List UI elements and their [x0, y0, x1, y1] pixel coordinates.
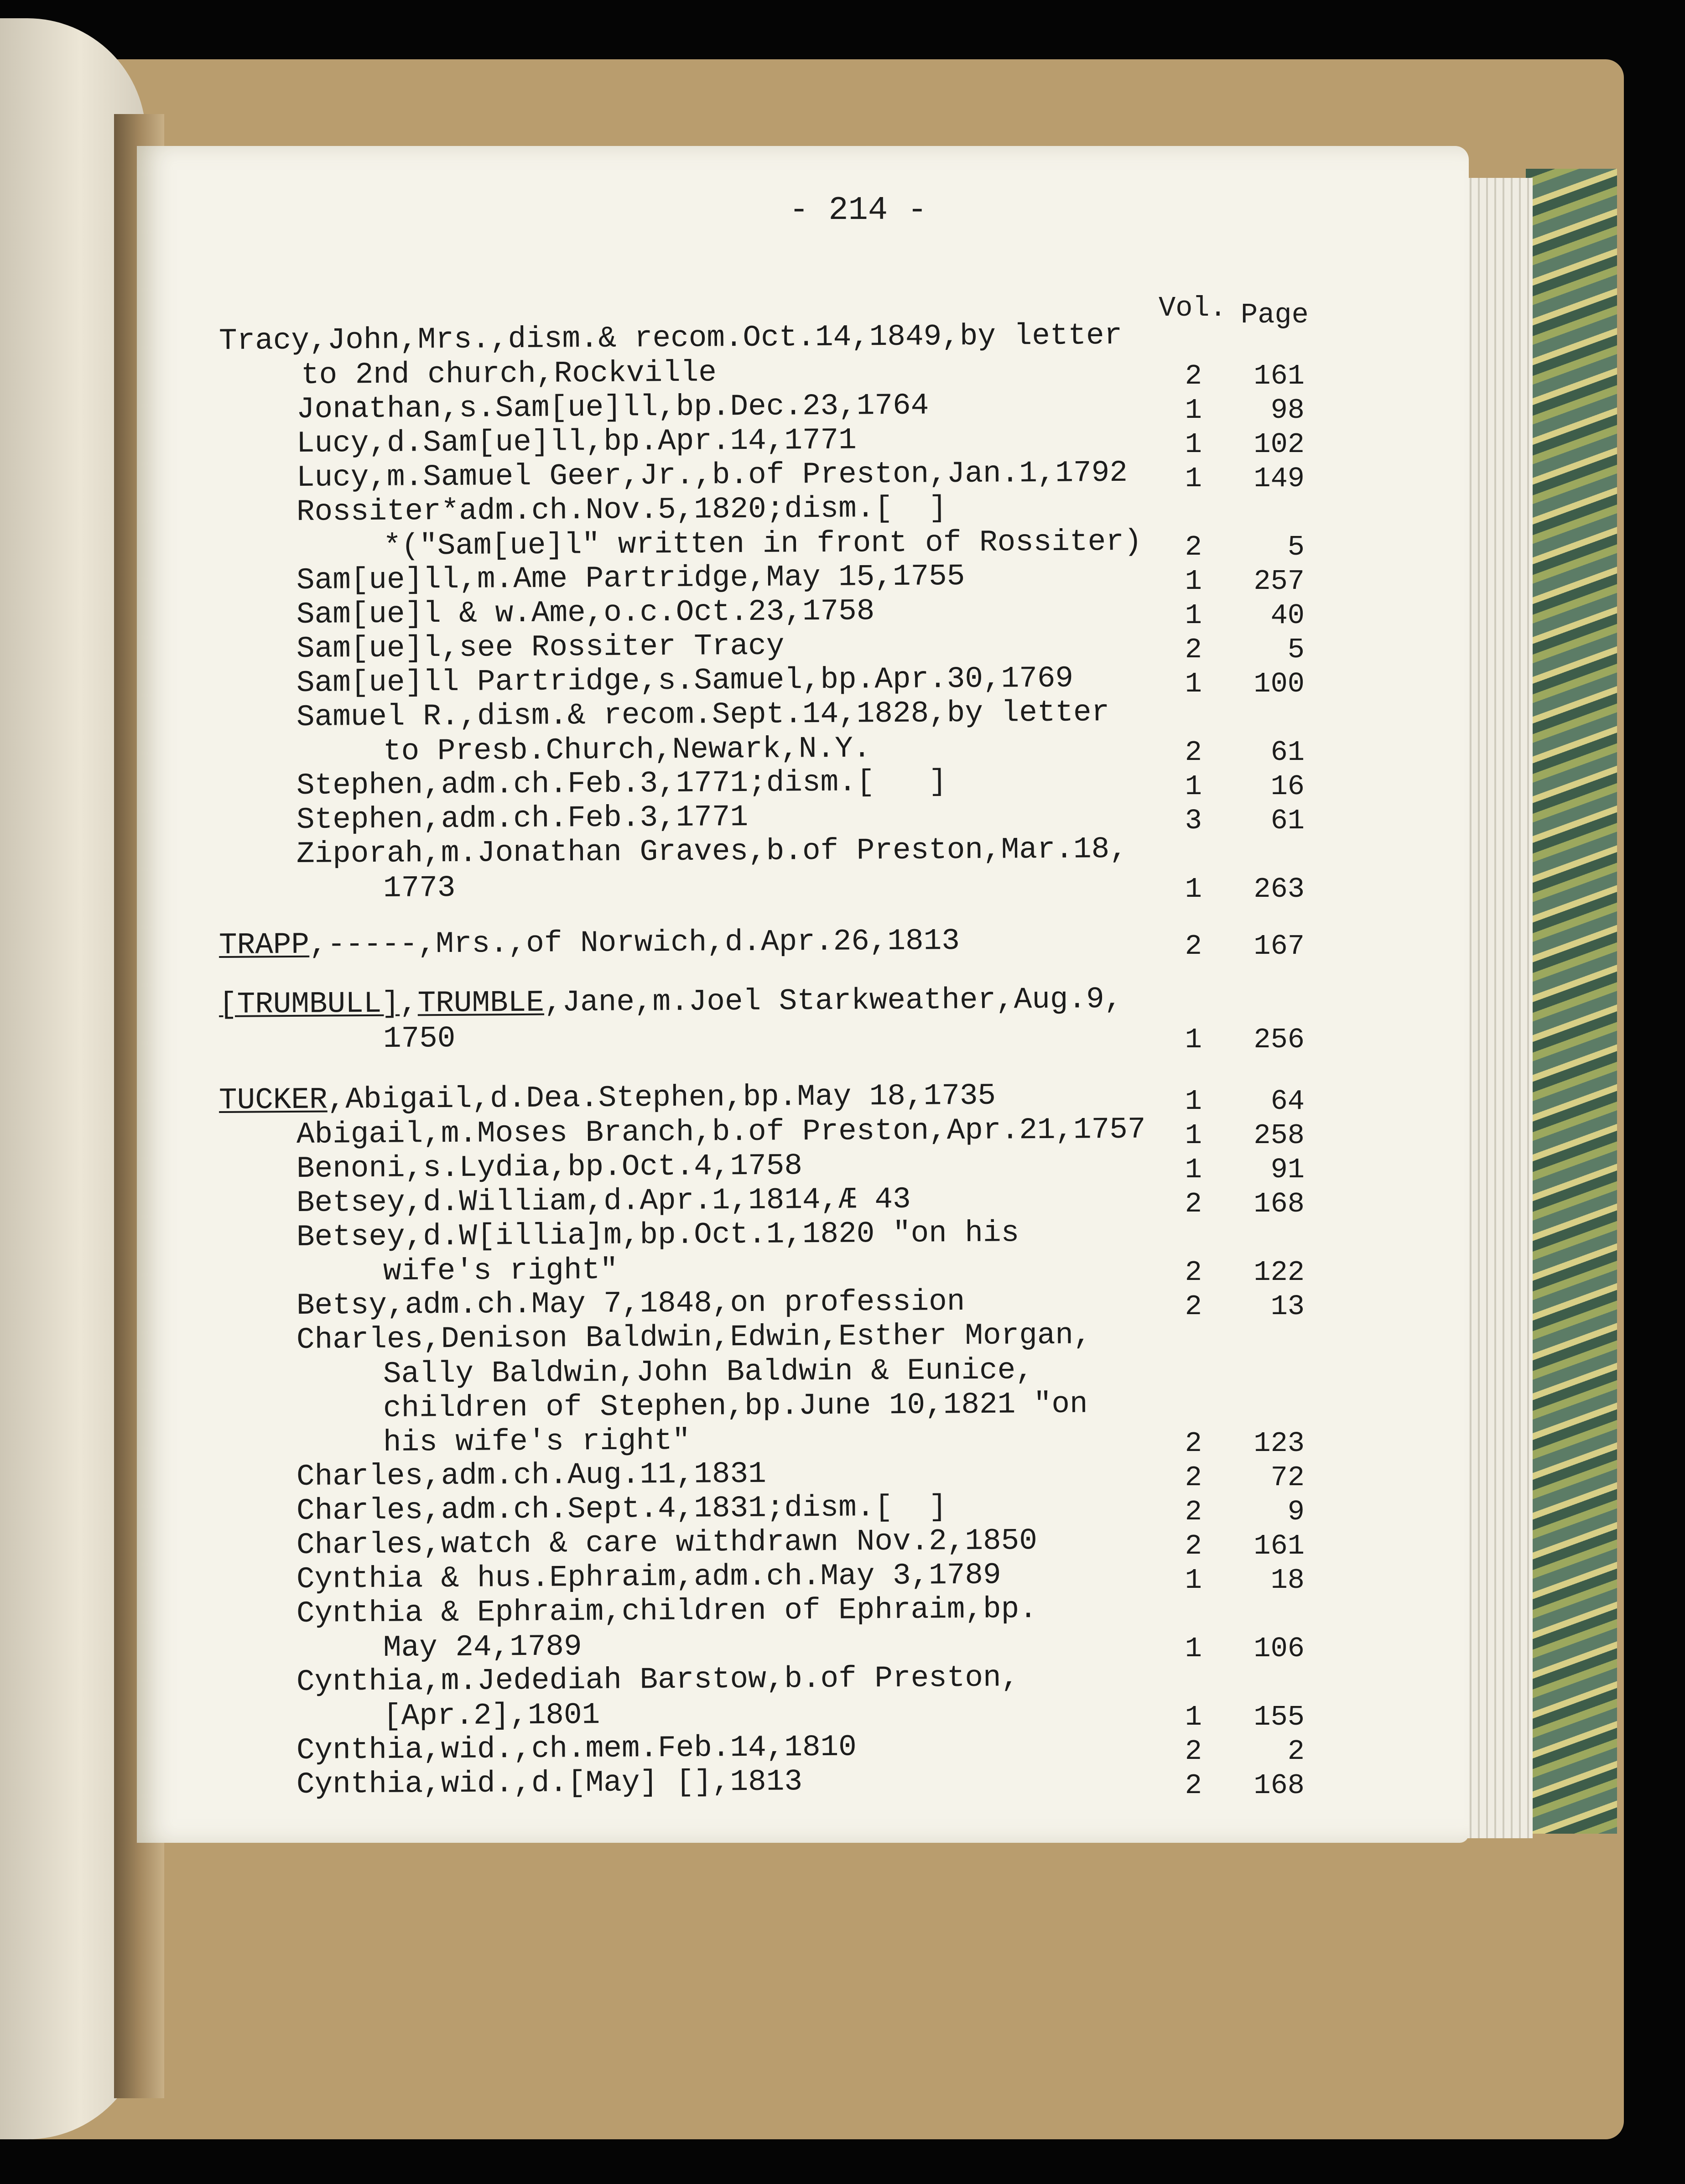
entry-text: Betsey,d.W[illia]m,bp.Oct.1,1820 "on his	[296, 1216, 1019, 1254]
entry-line	[296, 596, 875, 630]
volume-number: 1	[1185, 599, 1202, 632]
entry-text: Sam[ue]l,see Rossiter Tracy	[296, 629, 785, 666]
page-reference: 13	[1270, 1290, 1305, 1323]
entry-text: Cynthia,m.Jedediah Barstow,b.of Preston,	[296, 1660, 1019, 1699]
entry-text: Sam[ue]ll Partridge,s.Samuel,bp.Apr.30,1769	[296, 661, 1074, 700]
entry-line	[296, 1732, 857, 1766]
page-reference: 149	[1253, 463, 1305, 495]
marbled-endpaper	[1526, 169, 1617, 1834]
entry-text: Charles,Denison Baldwin,Edwin,Esther Morgan,	[296, 1318, 1092, 1357]
page-reference: 40	[1270, 599, 1305, 632]
entry-line	[296, 1594, 1037, 1629]
volume-number: 2	[1185, 1461, 1202, 1494]
entry-text: [Apr.2],1801	[383, 1698, 600, 1733]
volume-number: 1	[1185, 1085, 1202, 1118]
entry-text: Lucy,m.Samuel Geer,Jr.,b.of Preston,Jan.1,1792	[296, 455, 1128, 495]
volume-number: 1	[1185, 463, 1202, 495]
entry-line	[383, 733, 871, 767]
page-reference: 258	[1253, 1119, 1305, 1152]
entry-text: Stephen,adm.ch.Feb.3,1771	[296, 800, 749, 837]
entry-text: Abigail,m.Moses Branch,b.of Preston,Apr.21,1757	[296, 1112, 1146, 1152]
entry-text: Stephen,adm.ch.Feb.3,1771;dism.[ ]	[296, 764, 947, 803]
entry-line	[296, 1526, 1037, 1560]
entry-text: *("Sam[ue]l" written in front of Rossiter)	[383, 524, 1142, 563]
entry-text: Charles,adm.ch.Sept.4,1831;dism.[ ]	[296, 1490, 947, 1528]
entry-line	[296, 559, 965, 598]
volume-number: 2	[1185, 1188, 1202, 1220]
entry-line	[296, 423, 857, 461]
volume-number: 2	[1185, 930, 1202, 962]
page-reference: 18	[1270, 1564, 1305, 1596]
entry-text: Charles,watch & care withdrawn Nov.2,1850	[296, 1524, 1038, 1562]
volume-number: 1	[1185, 668, 1202, 700]
page-text	[137, 146, 1469, 1843]
entry-text: Rossiter*adm.ch.Nov.5,1820;dism.[ ]	[296, 491, 947, 529]
volume-number: 1	[1185, 1564, 1202, 1596]
entry-line	[218, 1078, 996, 1118]
volume-number: 1	[1185, 1119, 1202, 1152]
page-number: - 214 -	[789, 192, 927, 229]
entry-line	[296, 1660, 1019, 1699]
entry-text: Sam[ue]l & w.Ame,o.c.Oct.23,1758	[296, 594, 875, 632]
page-reference: 2	[1287, 1735, 1305, 1768]
page-reference: 106	[1253, 1633, 1305, 1665]
entry-line	[296, 1218, 1019, 1253]
entry-text: to 2nd church,Rockville	[301, 355, 717, 392]
page-reference: 5	[1287, 531, 1305, 563]
entry-line	[296, 1284, 965, 1323]
volume-number: 2	[1185, 634, 1202, 666]
page-reference: 91	[1270, 1154, 1305, 1186]
entry-text: Sam[ue]ll,m.Ame Partridge,May 15,1755	[296, 559, 965, 598]
entry-line	[296, 661, 1074, 700]
entry-line	[296, 802, 749, 835]
page-reference: 167	[1253, 930, 1305, 962]
volume-number: 1	[1185, 1024, 1202, 1056]
volume-number: 1	[1185, 428, 1202, 461]
page-reference: 122	[1253, 1256, 1305, 1289]
volume-number: 2	[1185, 1496, 1202, 1528]
entry-text: Betsy,adm.ch.May 7,1848,on profession	[296, 1284, 965, 1323]
entry-line	[296, 1182, 911, 1220]
entry-text: his wife's right"	[383, 1423, 691, 1460]
volume-number: 1	[1185, 1154, 1202, 1186]
volume-number: 2	[1185, 1735, 1202, 1768]
entry-line	[296, 388, 929, 426]
entry-line	[301, 355, 717, 392]
entry-line	[383, 1700, 600, 1732]
page-reference: 61	[1270, 736, 1305, 769]
volume-number: 1	[1185, 565, 1202, 598]
page-reference: 64	[1270, 1085, 1305, 1118]
page-reference: 155	[1253, 1701, 1305, 1733]
page-reference: 72	[1270, 1461, 1305, 1494]
entry-line	[296, 493, 947, 527]
page-reference: 9	[1287, 1496, 1305, 1528]
entry-line	[296, 697, 1110, 733]
entry-text: children of Stephen,bp.June 10,1821 "on	[383, 1387, 1088, 1425]
volume-number: 2	[1185, 1290, 1202, 1323]
volume-number: 2	[1185, 531, 1202, 563]
page-reference: 98	[1270, 394, 1305, 426]
page-reference: 263	[1253, 873, 1305, 905]
page-reference: 161	[1253, 360, 1305, 392]
entry-text: ,Jane,m.Joel Starkweather,Aug.9,	[544, 982, 1123, 1020]
volume-number: 1	[1185, 873, 1202, 905]
entry-text: Cynthia & hus.Ephraim,adm.ch.May 3,1789	[296, 1558, 1001, 1596]
volume-number: 2	[1185, 736, 1202, 769]
entry-line	[296, 1320, 1092, 1355]
page-reference: 5	[1287, 634, 1305, 666]
entry-line	[296, 1764, 803, 1802]
entry-text: ,-----,Mrs.,of Norwich,d.Apr.26,1813	[309, 924, 960, 962]
entry-line	[296, 455, 1128, 495]
column-header-vol: Vol.	[1159, 292, 1227, 324]
entry-line	[383, 1423, 691, 1460]
entry-text: Lucy,d.Sam[ue]ll,bp.Apr.14,1771	[296, 423, 857, 461]
page-reference: 102	[1253, 428, 1305, 461]
page-reference: 257	[1253, 565, 1305, 598]
volume-number: 2	[1185, 1427, 1202, 1460]
entry-line	[383, 524, 1142, 563]
entry-line	[296, 631, 785, 664]
entry-line	[383, 1021, 456, 1056]
volume-number: 1	[1185, 1701, 1202, 1733]
entry-line	[296, 1492, 947, 1526]
page-reference: 256	[1253, 1024, 1305, 1056]
record-page	[137, 146, 1469, 1843]
page-reference: 16	[1270, 770, 1305, 803]
volume-number: 2	[1185, 1530, 1202, 1562]
entry-line	[219, 926, 960, 961]
entry-text: to Presb.Church,Newark,N.Y.	[383, 731, 871, 769]
entry-line	[383, 1255, 618, 1287]
entry-line	[296, 1456, 766, 1494]
entry-line	[383, 1355, 1034, 1389]
entry-text: Cynthia,wid.,d.[May] [],1813	[296, 1764, 803, 1802]
entry-line	[296, 764, 947, 803]
entry-text: 1750	[383, 1021, 456, 1056]
page-reference: 161	[1253, 1530, 1305, 1562]
entry-text: wife's right"	[383, 1253, 619, 1289]
surname-heading: [TRUMBULL]	[218, 986, 400, 1022]
entry-text: 1773	[383, 871, 456, 905]
volume-number: 1	[1185, 770, 1202, 803]
entry-line	[383, 873, 456, 904]
entry-text: Cynthia,wid.,ch.mem.Feb.14,1810	[296, 1730, 857, 1768]
entry-text: Charles,adm.ch.Aug.11,1831	[296, 1456, 766, 1494]
entry-text: Samuel R.,dism.& recom.Sept.14,1828,by letter	[296, 695, 1110, 734]
page-reference: 100	[1253, 668, 1305, 700]
surname-heading: TRAPP	[218, 927, 310, 962]
page-reference: 61	[1270, 805, 1305, 837]
entry-text: Tracy,John,Mrs.,dism.& recom.Oct.14,1849,by letter	[218, 318, 1123, 358]
entry-line	[383, 1389, 1088, 1424]
entry-text: Betsey,d.William,d.Apr.1,1814,Æ 43	[296, 1182, 911, 1220]
volume-number: 2	[1185, 1256, 1202, 1289]
volume-number: 3	[1185, 805, 1202, 837]
entry-line	[383, 1629, 582, 1665]
entry-text: May 24,1789	[383, 1629, 582, 1665]
entry-line	[296, 1151, 802, 1184]
entry-line	[296, 1112, 1146, 1152]
surname-heading: TRUMBLE	[417, 985, 545, 1021]
entry-text: Jonathan,s.Sam[ue]ll,bp.Dec.23,1764	[296, 388, 929, 426]
entry-text: Sally Baldwin,John Baldwin & Eunice,	[383, 1353, 1034, 1391]
entry-text: Ziporah,m.Jonathan Graves,b.of Preston,Mar.18,	[296, 832, 1128, 871]
entry-line	[218, 318, 1123, 358]
entry-line	[219, 984, 1123, 1020]
volume-number: 2	[1185, 1769, 1202, 1802]
page-reference: 168	[1253, 1188, 1305, 1220]
volume-number: 1	[1185, 1633, 1202, 1665]
entry-line	[296, 834, 1128, 869]
entry-text: Cynthia & Ephraim,children of Ephraim,bp.	[296, 1592, 1038, 1631]
entry-line	[296, 1560, 1001, 1595]
page-reference: 168	[1253, 1769, 1305, 1802]
entry-text: ,	[399, 986, 418, 1021]
volume-number: 1	[1185, 394, 1202, 426]
entry-text: ,Abigail,d.Dea.Stephen,bp.May 18,1735	[327, 1078, 996, 1117]
page-reference: 123	[1253, 1427, 1305, 1460]
surname-heading: TUCKER	[218, 1082, 328, 1118]
column-header-page: Page	[1241, 299, 1309, 331]
entry-text: Benoni,s.Lydia,bp.Oct.4,1758	[296, 1149, 803, 1186]
volume-number: 2	[1185, 360, 1202, 392]
